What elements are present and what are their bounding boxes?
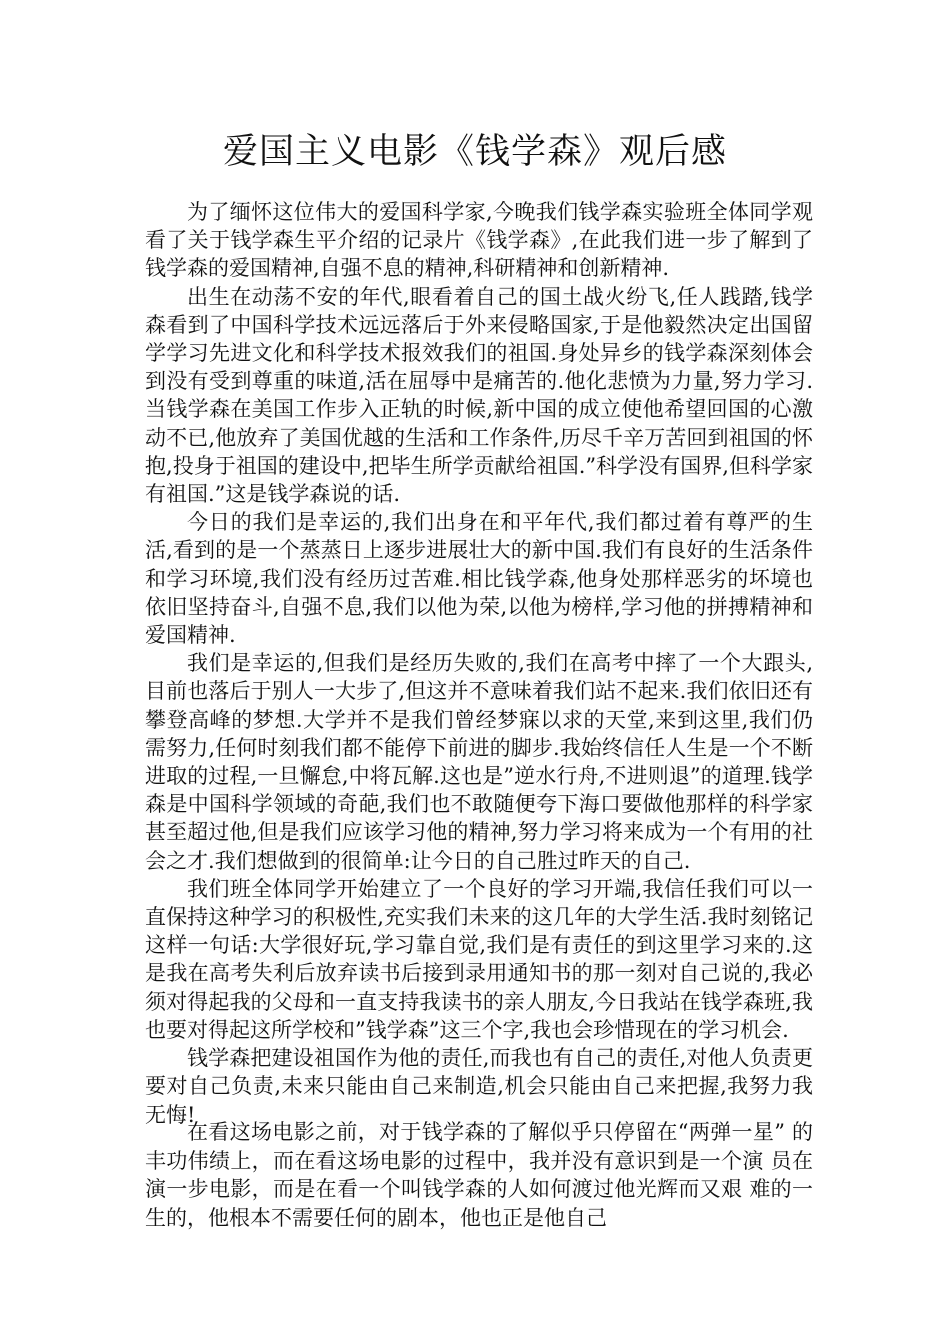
document-title: 爱国主义电影《钱学森》观后感	[222, 132, 727, 172]
paragraph: 为了缅怀这位伟大的爱国科学家,今晚我们钱学森实验班全体同学观看了关于钱学森生平介绍的记录片《钱学森》,在此我们进一步了解到了钱学森的爱国精神,自强不息的精神,科研精神和创新精神.	[145, 200, 813, 281]
paragraph: 出生在动荡不安的年代,眼看着自己的国土战火纷飞,任人践踏,钱学森看到了中国科学技术远远落后于外来侵略国家,于是他毅然决定出国留学学习先进文化和科学技术报效我们的祖国.身处异乡的钱学森深刻体会到没有受到尊重的味道,活在屈辱中是痛苦的.他化悲愤为力量,努力学习.当钱学森在美国工作步入正轨的时候,新中国的成立使他希望回国的心激动不已,他放弃了美国优越的生活和工作条件,历尽千辛万苦回到祖国的怀抱,投身于祖国的建设中,把毕生所学贡献给祖国.”科学没有国界,但科学家有祖国.”这是钱学森说的话.	[145, 284, 813, 507]
second-section	[145, 1118, 813, 1232]
document-body	[145, 198, 813, 1129]
paragraph: 钱学森把建设祖国作为他的责任,而我也有自己的责任,对他人负责更要对自己负责,未来只能由自己来制造,机会只能由自己来把握,我努力我无悔!	[145, 1046, 813, 1127]
paragraph: 今日的我们是幸运的,我们出身在和平年代,我们都过着有尊严的生活,看到的是一个蒸蒸日上逐步进展壮大的新中国.我们有良好的生活条件和学习环境,我们没有经历过苦难.相比钱学森,他身处那样恶劣的坏境也依旧坚持奋斗,自强不息,我们以他为荣,以他为榜样,学习他的拼搏精神和爱国精神.	[145, 510, 813, 648]
paragraph: 我们是幸运的,但我们是经历失败的,我们在高考中摔了一个大跟头,目前也落后于别人一大步了,但这并不意味着我们站不起来.我们依旧还有攀登高峰的梦想.大学并不是我们曾经梦寐以求的天堂,来到这里,我们仍需努力,任何时刻我们都不能停下前进的脚步.我始终信任人生是一个不断进取的过程,一旦懈怠,中将瓦解.这也是”逆水行舟,不进则退”的道理.钱学森是中国科学领域的奇葩,我们也不敢随便夸下海口要做他那样的科学家甚至超过他,但是我们应该学习他的精神,努力学习将来成为一个有用的社会之才.我们想做到的很简单:让今日的自己胜过昨天的自己.	[145, 651, 813, 873]
paragraph: 在看这场电影之前，对于钱学森的了解似乎只停留在“两弹一星” 的丰功伟绩上，而在看这场电影的过程中，我并没有意识到是一个演 员在演一步电影，而是在看一个叫钱学森的人如何渡过他光辉而又艰 难的一生的，他根本不需要任何的剧本，他也正是他自己	[145, 1120, 813, 1230]
paragraph: 我们班全体同学开始建立了一个良好的学习开端,我信任我们可以一直保持这种学习的积极性,充实我们未来的这几年的大学生活.我时刻铭记这样一句话:大学很好玩,学习靠自觉,我们是有责任的到这里学习来的.这是我在高考失利后放弃读书后接到录用通知书的那一刻对自己说的,我必须对得起我的父母和一直支持我读书的亲人朋友,今日我站在钱学森班,我也要对得起这所学校和”钱学森”这三个字,我也会珍惜现在的学习机会.	[145, 876, 813, 1042]
